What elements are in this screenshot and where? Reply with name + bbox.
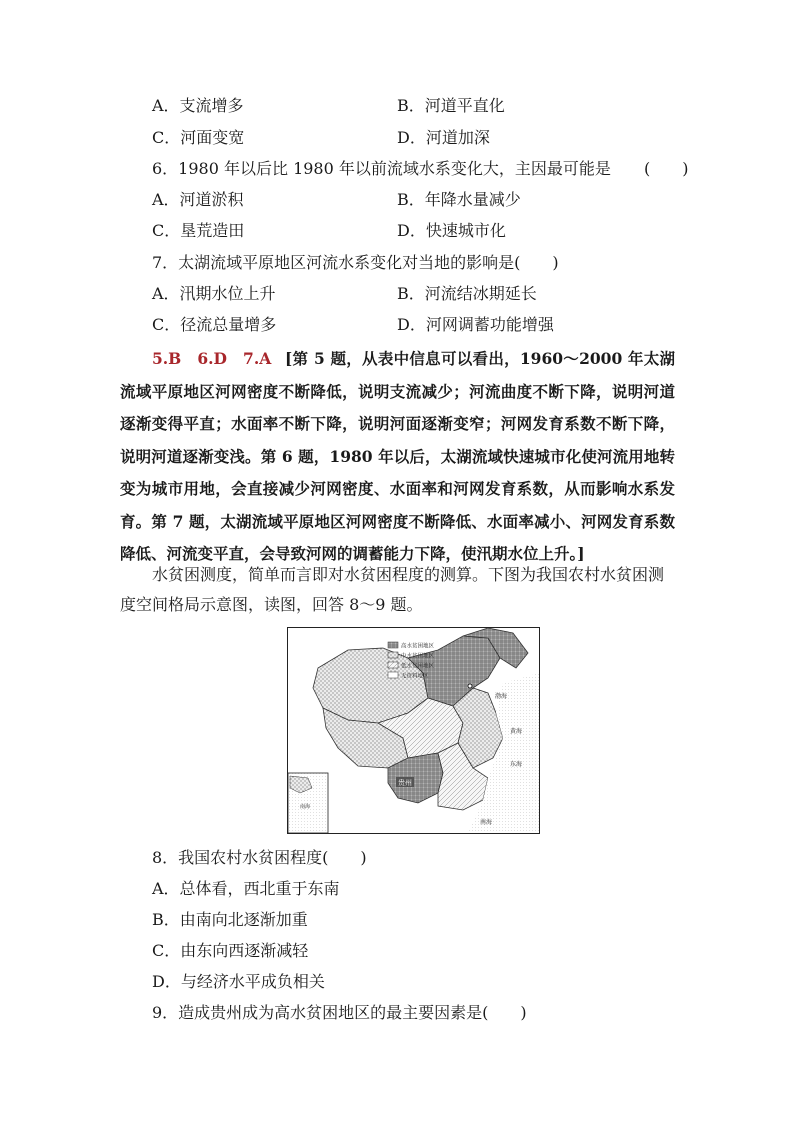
map-svg [288, 628, 539, 833]
q8-option-d: D．与经济水平成负相关 [152, 972, 325, 991]
q6-stem-text: 6．1980 年以后比 1980 年以前流域水系变化大，主因最可能是 [152, 159, 611, 178]
label-nanhai: 南海 [480, 820, 493, 826]
answer-text: [第 5 题，从表中信息可以看出，1960～2000 年太湖流域平原地区河网密度不断降低，说明支流减少；河流曲度不断下降，说明河道逐渐变得平直；水面率不断下降，说明河面逐渐变窄；河网发育系数不断下降，说明河道逐渐变浅。第 6 题，1980 年以后，太湖流域快速城市化使河流用地转变为城市用地，会直接减少河网密度、水面率和河网发育系数，从而影响水系发育。第 7 题，太湖流域平原地区河网密度不断降低、水面率减小、河网发育系数降低、河流变平直，会导致河网的调蓄能力下降，使汛期水位上升。] [120, 349, 675, 563]
label-inset-nanhai: 南海 [300, 804, 311, 810]
answer-key: 5.B 6.D 7.A [152, 349, 272, 368]
q6-option-c: C．垦荒造田 [152, 221, 245, 240]
q6-answer-paren: ( ) [643, 159, 689, 178]
q5-options-row-2 [152, 127, 712, 149]
answer-explanation [120, 343, 675, 571]
q8-option-b: B．由南向北逐渐加重 [152, 910, 308, 929]
q6-options-row-1 [152, 189, 712, 211]
water-poverty-map [287, 627, 540, 834]
legend-mid: 中水贫困地区 [401, 653, 435, 660]
q7-options-row-1 [152, 283, 712, 305]
legend-none: 无资料地区 [401, 673, 429, 680]
q7-stem: 7．太湖流域平原地区河流水系变化对当地的影响是( ) [152, 253, 559, 272]
q5-option-b: B．河道平直化 [397, 96, 505, 115]
legend-high: 高水贫困地区 [401, 643, 435, 650]
q7-option-d: D．河网调蓄功能增强 [397, 315, 554, 334]
q5-option-d: D．河道加深 [397, 128, 490, 147]
q6-options-row-2 [152, 220, 712, 242]
q7-option-a: A．汛期水位上升 [152, 284, 276, 303]
q8-option-a: A．总体看，西北重于东南 [152, 879, 340, 898]
q6-option-d: D．快速城市化 [397, 221, 506, 240]
q5-option-c: C．河面变宽 [152, 128, 245, 147]
q6-stem [152, 158, 688, 180]
q9-stem: 9．造成贵州成为高水贫困地区的最主要因素是( ) [152, 1003, 527, 1022]
q5-option-a: A．支流增多 [152, 96, 244, 115]
legend-low: 低水贫困地区 [401, 663, 435, 670]
q7-options-row-2 [152, 314, 712, 336]
label-donghai: 东海 [510, 762, 523, 768]
q8-stem: 8．我国农村水贫困程度( ) [152, 848, 367, 867]
q7-option-c: C．径流总量增多 [152, 315, 277, 334]
label-huanghai: 黄海 [510, 729, 523, 735]
q7-option-b: B．河流结冰期延长 [397, 284, 537, 303]
q8-option-c: C．由东向西逐渐减轻 [152, 941, 309, 960]
q5-options-row-1 [152, 95, 712, 117]
q6-option-b: B．年降水量减少 [397, 190, 521, 209]
map-intro-paragraph: 水贫困测度，简单而言即对水贫困程度的测算。下图为我国农村水贫困测度空间格局示意图，读图，回答 8～9 题。 [120, 565, 665, 614]
label-guizhou: 贵州 [398, 780, 412, 787]
q6-option-a: A．河道淤积 [152, 190, 244, 209]
label-bohai: 渤海 [495, 694, 508, 700]
inset-south-china-sea [288, 773, 328, 833]
capital-marker-icon [468, 684, 472, 688]
